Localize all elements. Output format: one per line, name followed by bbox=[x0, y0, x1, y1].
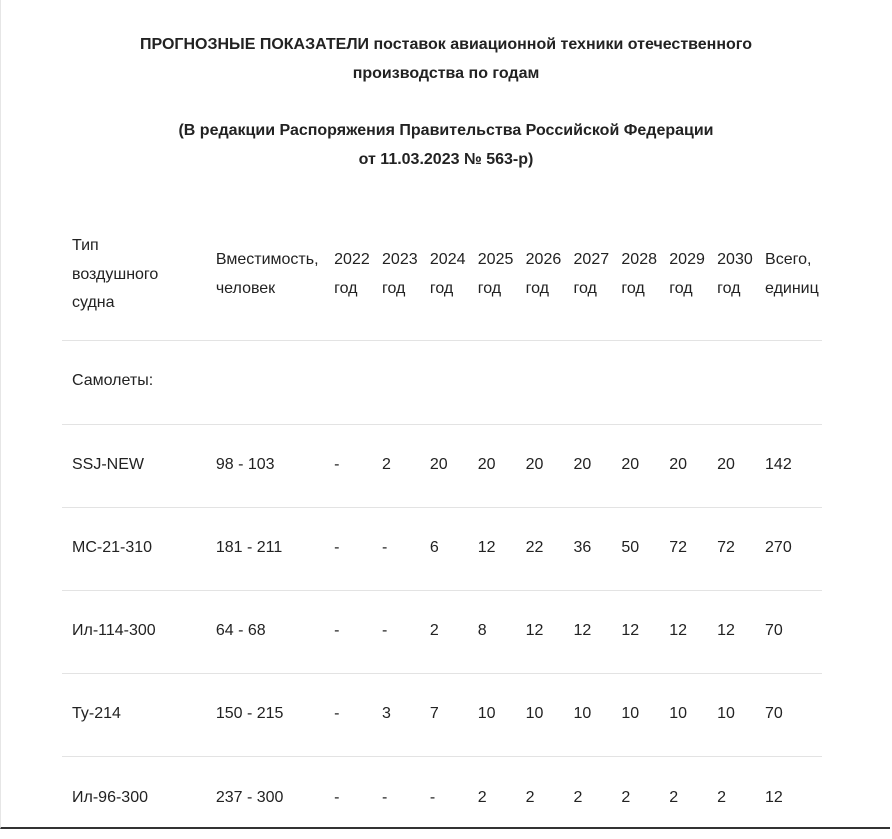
title-rest-part: поставок авиационной техники отечественного bbox=[369, 36, 752, 53]
title-line-1 bbox=[60, 30, 832, 59]
header-year-2024: 2024 год bbox=[429, 251, 466, 297]
header-type: Тип воздушного судна bbox=[72, 237, 159, 311]
cell-year: - bbox=[334, 456, 340, 474]
cell-year: 7 bbox=[429, 705, 439, 723]
cell-total: 70 bbox=[765, 622, 783, 640]
cell-capacity: 64 - 68 bbox=[215, 622, 266, 640]
cell-year: 12 bbox=[525, 622, 544, 640]
cell-year: 2 bbox=[525, 788, 535, 806]
header-year-2023: 2023 год bbox=[382, 251, 418, 297]
cell-type: Ил-114-300 bbox=[72, 622, 156, 640]
cell-year: 2 bbox=[429, 622, 439, 640]
cell-total: 142 bbox=[765, 456, 792, 474]
cell-year: 20 bbox=[429, 456, 448, 474]
header-total: Всего, единиц bbox=[765, 251, 819, 297]
edition-line-1: (В редакции Распоряжения Правительства Российской Федерации bbox=[178, 122, 714, 139]
header-year-2030: 2030 год bbox=[717, 251, 753, 297]
cell-year: 20 bbox=[573, 456, 592, 474]
cell-year: 10 bbox=[621, 705, 640, 723]
table-header-row bbox=[62, 214, 822, 340]
table-row bbox=[62, 756, 822, 839]
cell-year: 12 bbox=[621, 622, 640, 640]
cell-year: 20 bbox=[525, 456, 544, 474]
cell-year: 6 bbox=[429, 539, 439, 557]
cell-year: 72 bbox=[669, 539, 688, 557]
cell-total: 12 bbox=[765, 788, 783, 806]
cell-year: 12 bbox=[669, 622, 688, 640]
cell-year: 2 bbox=[573, 788, 583, 806]
cell-year: - bbox=[382, 539, 388, 557]
cell-year: 36 bbox=[573, 539, 592, 557]
cell-year: 12 bbox=[573, 622, 592, 640]
cell-type: Ту-214 bbox=[72, 705, 121, 723]
cell-year: - bbox=[382, 788, 388, 806]
cell-year: 20 bbox=[477, 456, 496, 474]
cell-capacity: 150 - 215 bbox=[215, 705, 284, 723]
title-line-2: производства по годам bbox=[352, 65, 540, 82]
edition-note bbox=[60, 116, 832, 174]
cell-year: 10 bbox=[477, 705, 496, 723]
table-row bbox=[62, 424, 822, 507]
cell-year: 2 bbox=[477, 788, 487, 806]
cell-capacity: 98 - 103 bbox=[215, 456, 275, 474]
table-row bbox=[62, 673, 822, 756]
header-year-2028: 2028 год bbox=[621, 251, 657, 297]
section-row bbox=[62, 340, 822, 424]
header-capacity: Вместимость, человек bbox=[215, 251, 319, 297]
cell-year: 20 bbox=[669, 456, 688, 474]
cell-type: МС-21-310 bbox=[72, 539, 153, 557]
cell-year: 20 bbox=[621, 456, 640, 474]
cell-year: 50 bbox=[621, 539, 640, 557]
cell-type: Ил-96-300 bbox=[72, 788, 148, 806]
cell-year: 2 bbox=[382, 456, 391, 474]
cell-year: 72 bbox=[717, 539, 735, 557]
header-year-2022: 2022 год bbox=[334, 251, 370, 297]
title-bold-part: ПРОГНОЗНЫЕ ПОКАЗАТЕЛИ bbox=[140, 36, 370, 53]
cell-total: 270 bbox=[765, 539, 792, 557]
header-year-2025: 2025 год bbox=[477, 251, 514, 297]
cell-year: 12 bbox=[477, 539, 496, 557]
cell-year: - bbox=[334, 705, 340, 723]
cell-year: 10 bbox=[717, 705, 735, 723]
cell-year: 10 bbox=[525, 705, 544, 723]
cell-capacity: 237 - 300 bbox=[215, 788, 284, 806]
cell-year: 2 bbox=[669, 788, 679, 806]
document-title bbox=[60, 30, 832, 88]
cell-year: 2 bbox=[621, 788, 631, 806]
cell-type: SSJ-NEW bbox=[72, 456, 144, 474]
cell-year: - bbox=[334, 622, 340, 640]
forecast-table bbox=[62, 214, 822, 839]
header-year-2026: 2026 год bbox=[525, 251, 562, 297]
cell-year: - bbox=[334, 539, 340, 557]
header-year-2027: 2027 год bbox=[573, 251, 610, 297]
header-year-2029: 2029 год bbox=[669, 251, 705, 297]
cell-year: - bbox=[382, 622, 388, 640]
cell-year: 22 bbox=[525, 539, 544, 557]
table-row bbox=[62, 507, 822, 590]
cell-year: 3 bbox=[382, 705, 391, 723]
section-label: Самолеты: bbox=[72, 371, 154, 389]
table-row bbox=[62, 590, 822, 673]
cell-total: 70 bbox=[765, 705, 783, 723]
cell-year: 10 bbox=[669, 705, 688, 723]
cell-capacity: 181 - 211 bbox=[215, 539, 283, 557]
cell-year: - bbox=[334, 788, 340, 806]
cell-year: 10 bbox=[573, 705, 592, 723]
edition-line-2: от 11.03.2023 № 563-р) bbox=[358, 151, 534, 168]
cell-year: 8 bbox=[477, 622, 487, 640]
cell-year: 2 bbox=[717, 788, 727, 806]
cell-year: 12 bbox=[717, 622, 735, 640]
cell-year: - bbox=[429, 788, 436, 806]
cell-year: 20 bbox=[717, 456, 735, 474]
